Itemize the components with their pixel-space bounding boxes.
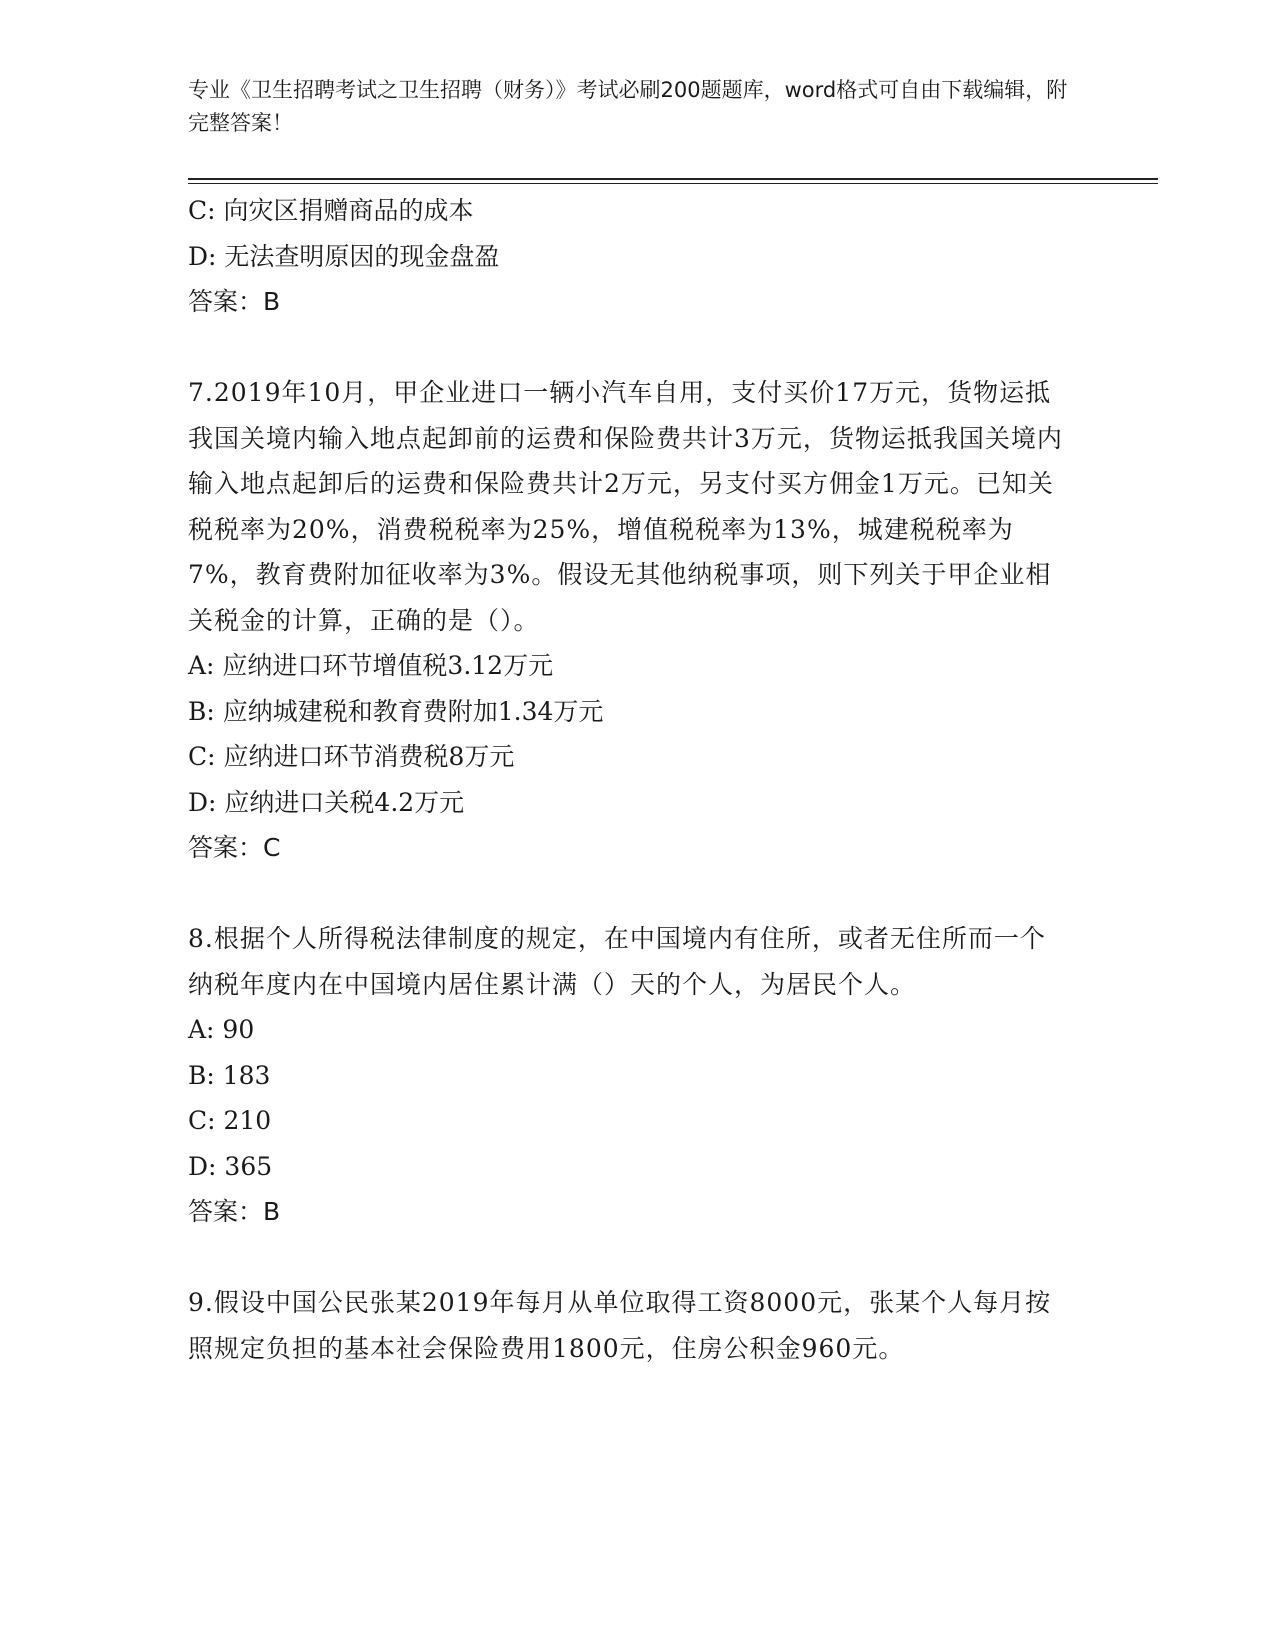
header-divider-thin — [188, 183, 1158, 184]
header-title: 专业《卫生招聘考试之卫生招聘（财务）》考试必刷200题题库，word格式可自由下载编辑，附完整答案！ — [188, 78, 1068, 135]
question-text: 8.根据个人所得税法律制度的规定，在中国境内有住所，或者无住所而一个纳税年度内在中国境内居住累计满（）天的个人，为居民个人。 — [188, 924, 1046, 999]
answer-line: 答案：B — [188, 287, 281, 316]
spacer — [188, 325, 1088, 371]
option-a: A: 应纳进口环节增值税3.12万元 — [188, 651, 554, 680]
option-d: D: 应纳进口关税4.2万元 — [188, 787, 465, 817]
document-body — [188, 188, 1088, 1371]
question-7 — [188, 370, 1088, 871]
option-b: B: 183 — [188, 1060, 271, 1090]
prev-question — [188, 188, 1088, 325]
spacer — [188, 871, 1088, 917]
option-d: D: 365 — [188, 1151, 273, 1181]
answer-line: 答案：C — [188, 833, 281, 862]
answer-line: 答案：B — [188, 1197, 281, 1226]
document-header — [188, 74, 1068, 140]
option-c: C: 210 — [188, 1106, 272, 1135]
option-c: C: 向灾区捐赠商品的成本 — [188, 196, 474, 225]
question-8 — [188, 916, 1088, 1235]
question-9 — [188, 1280, 1088, 1371]
option-c: C: 应纳进口环节消费税8万元 — [188, 742, 515, 771]
question-text: 9.假设中国公民张某2019年每月从单位取得工资8000元，张某个人每月按照规定负担的基本社会保险费用1800元，住房公积金960元。 — [188, 1288, 1052, 1363]
spacer — [188, 1235, 1088, 1281]
option-a: A: 90 — [188, 1015, 255, 1044]
header-divider-thick — [188, 178, 1158, 180]
option-b: B: 应纳城建税和教育费附加1.34万元 — [188, 696, 604, 726]
option-d: D: 无法查明原因的现金盘盈 — [188, 241, 500, 271]
question-text: 7.2019年10月，甲企业进口一辆小汽车自用，支付买价17万元，货物运抵我国关境内输入地点起卸前的运费和保险费共计3万元，货物运抵我国关境内输入地点起卸后的运费和保险费共计2万元，另支付买方佣金1万元。已知关税税率为20%，消费税税率为25%，增值税税率为13%，城建税税率为7%，教育费附加征收率为3%。假设无其他纳税事项，则下列关于甲企业相关税金的计算，正确的是（）。 — [188, 378, 1063, 635]
